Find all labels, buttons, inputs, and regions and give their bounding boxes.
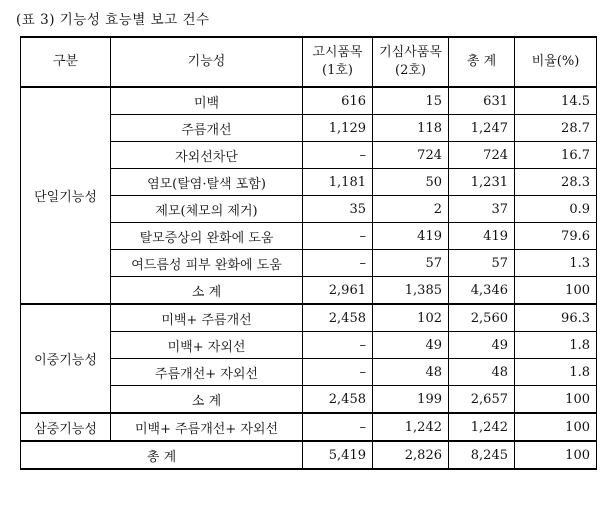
reviewed-cell: 57 (373, 250, 449, 277)
grand-total-notified: 5,419 (303, 441, 373, 469)
function-cell: 주름개선 (111, 115, 303, 142)
function-cell: 미백+ 주름개선+ 자외선 (111, 413, 303, 441)
reviewed-cell: 199 (373, 386, 449, 414)
header-ratio: 비율(%) (515, 37, 597, 87)
function-cell: 주름개선+ 자외선 (111, 359, 303, 386)
notified-cell: 35 (303, 196, 373, 223)
function-cell: 미백+ 자외선 (111, 332, 303, 359)
reviewed-cell: 15 (373, 87, 449, 115)
total-cell: 1,247 (449, 115, 515, 142)
ratio-cell: 100 (515, 386, 597, 414)
total-cell: 2,560 (449, 304, 515, 332)
header-function: 기능성 (111, 37, 303, 87)
reviewed-cell: 102 (373, 304, 449, 332)
ratio-cell: 96.3 (515, 304, 597, 332)
total-cell: 631 (449, 87, 515, 115)
total-cell: 2,657 (449, 386, 515, 414)
total-cell: 724 (449, 142, 515, 169)
ratio-cell: 79.6 (515, 223, 597, 250)
grand-total-row (21, 441, 597, 469)
total-cell: 1,242 (449, 413, 515, 441)
reviewed-cell: 50 (373, 169, 449, 196)
ratio-cell: 16.7 (515, 142, 597, 169)
function-cell: 미백+ 주름개선 (111, 304, 303, 332)
notified-cell: – (303, 332, 373, 359)
total-cell: 4,346 (449, 277, 515, 305)
reviewed-cell: 1,242 (373, 413, 449, 441)
notified-cell: – (303, 359, 373, 386)
function-cell: 소 계 (111, 277, 303, 305)
total-cell: 49 (449, 332, 515, 359)
report-table (20, 36, 597, 470)
total-cell: 37 (449, 196, 515, 223)
header-reviewed: 기심사품목 (2호) (373, 37, 449, 87)
header-notified: 고시품목 (1호) (303, 37, 373, 87)
ratio-cell: 0.9 (515, 196, 597, 223)
notified-cell: – (303, 250, 373, 277)
group-label: 이중기능성 (21, 304, 111, 413)
ratio-cell: 100 (515, 277, 597, 305)
ratio-cell: 1.8 (515, 359, 597, 386)
group-label: 삼중기능성 (21, 413, 111, 441)
notified-cell: 1,181 (303, 169, 373, 196)
total-cell: 57 (449, 250, 515, 277)
notified-cell: – (303, 142, 373, 169)
header-category: 구분 (21, 37, 111, 87)
group-label: 단일기능성 (21, 87, 111, 304)
table-row (21, 87, 597, 115)
function-cell: 여드름성 피부 완화에 도움 (111, 250, 303, 277)
function-cell: 미백 (111, 87, 303, 115)
reviewed-cell: 49 (373, 332, 449, 359)
ratio-cell: 28.3 (515, 169, 597, 196)
total-cell: 1,231 (449, 169, 515, 196)
ratio-cell: 1.3 (515, 250, 597, 277)
grand-total-label: 총 계 (21, 441, 303, 469)
ratio-cell: 1.8 (515, 332, 597, 359)
reviewed-cell: 724 (373, 142, 449, 169)
ratio-cell: 28.7 (515, 115, 597, 142)
reviewed-cell: 419 (373, 223, 449, 250)
total-cell: 419 (449, 223, 515, 250)
reviewed-cell: 48 (373, 359, 449, 386)
total-cell: 48 (449, 359, 515, 386)
ratio-cell: 100 (515, 413, 597, 441)
notified-cell: 2,458 (303, 304, 373, 332)
grand-total-ratio: 100 (515, 441, 597, 469)
header-total: 총 계 (449, 37, 515, 87)
ratio-cell: 14.5 (515, 87, 597, 115)
notified-cell: 1,129 (303, 115, 373, 142)
function-cell: 탈모증상의 완화에 도움 (111, 223, 303, 250)
notified-cell: 616 (303, 87, 373, 115)
reviewed-cell: 2 (373, 196, 449, 223)
notified-cell: 2,458 (303, 386, 373, 414)
notified-cell: – (303, 413, 373, 441)
notified-cell: 2,961 (303, 277, 373, 305)
function-cell: 자외선차단 (111, 142, 303, 169)
function-cell: 염모(탈염·탈색 포함) (111, 169, 303, 196)
function-cell: 소 계 (111, 386, 303, 414)
table-row (21, 304, 597, 332)
reviewed-cell: 118 (373, 115, 449, 142)
table-caption: (표 3) 기능성 효능별 보고 건수 (16, 12, 210, 28)
header-row (21, 37, 597, 87)
reviewed-cell: 1,385 (373, 277, 449, 305)
grand-total-total: 8,245 (449, 441, 515, 469)
grand-total-reviewed: 2,826 (373, 441, 449, 469)
notified-cell: – (303, 223, 373, 250)
table-row (21, 413, 597, 441)
function-cell: 제모(체모의 제거) (111, 196, 303, 223)
